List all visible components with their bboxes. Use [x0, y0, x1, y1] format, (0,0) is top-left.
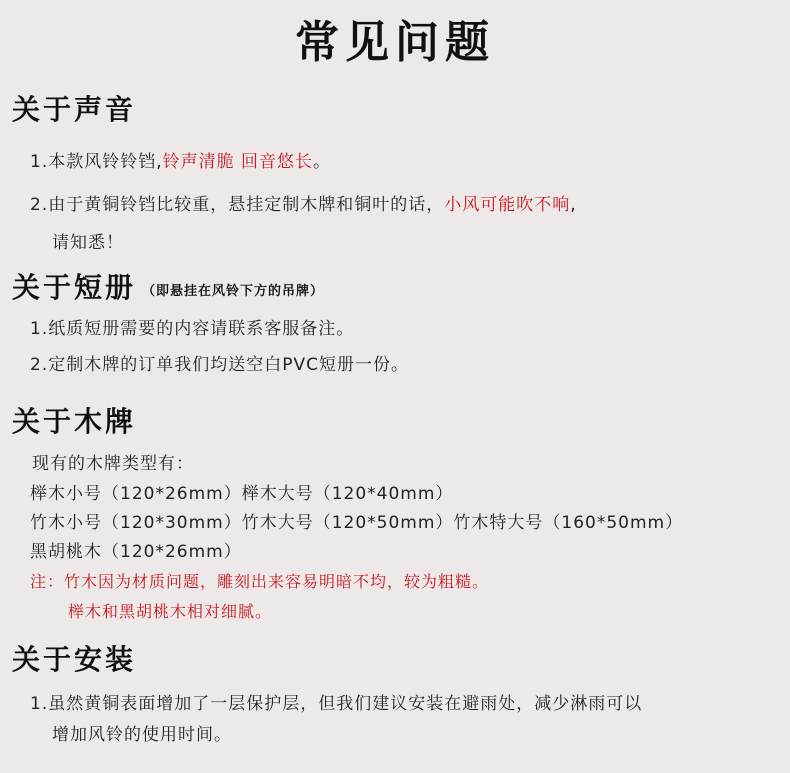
- sound-item-2: [30, 190, 577, 215]
- booklet-heading-note: （即悬挂在风铃下方的吊牌）: [142, 284, 325, 299]
- sound-item-1-highlight: 铃声清脆 回音悠长: [162, 152, 314, 172]
- booklet-item-2: 2.定制木牌的订单我们均送空白PVC短册一份。: [30, 355, 409, 375]
- wood-types-line-3: 黑胡桃木（120*26mm）: [30, 542, 242, 562]
- sound-item-2-highlight: 小风可能吹不响: [444, 195, 571, 215]
- wood-intro: 现有的木牌类型有：: [32, 454, 194, 474]
- section-heading-booklet: [12, 266, 324, 306]
- install-item-1: 1.虽然黄铜表面增加了一层保护层，但我们建议安装在避雨处，减少淋雨可以: [30, 694, 643, 714]
- booklet-heading-text: 关于短册: [12, 271, 137, 304]
- wood-note-2: 榉木和黑胡桃木相对细腻。: [68, 602, 273, 621]
- sound-item-2-continuation: 请知悉！: [52, 233, 124, 253]
- sound-item-2-end: ,: [570, 195, 577, 215]
- section-heading-wood: 关于木牌: [12, 405, 137, 438]
- wood-types-line-1: 榉木小号（120*26mm）榉木大号（120*40mm）: [30, 484, 454, 504]
- section-heading-sound: 关于声音: [12, 93, 137, 126]
- booklet-item-1: 1.纸质短册需要的内容请联系客服备注。: [30, 319, 355, 339]
- sound-item-1-end: 。: [313, 152, 332, 172]
- wood-note-1: 注：竹木因为材质问题，雕刻出来容易明暗不均，较为粗糙。: [30, 572, 490, 591]
- sound-item-1: [30, 147, 331, 172]
- section-heading-install: 关于安装: [12, 643, 137, 676]
- sound-item-1-text: 1.本款风铃铃铛,: [30, 152, 163, 172]
- sound-item-2-text: 2.由于黄铜铃铛比较重，悬挂定制木牌和铜叶的话，: [30, 195, 445, 215]
- install-item-1-continuation: 增加风铃的使用时间。: [52, 725, 232, 745]
- page-title: 常见问题: [295, 17, 495, 68]
- wood-types-line-2: 竹木小号（120*30mm）竹木大号（120*50mm）竹木特大号（160*50mm）: [30, 513, 684, 533]
